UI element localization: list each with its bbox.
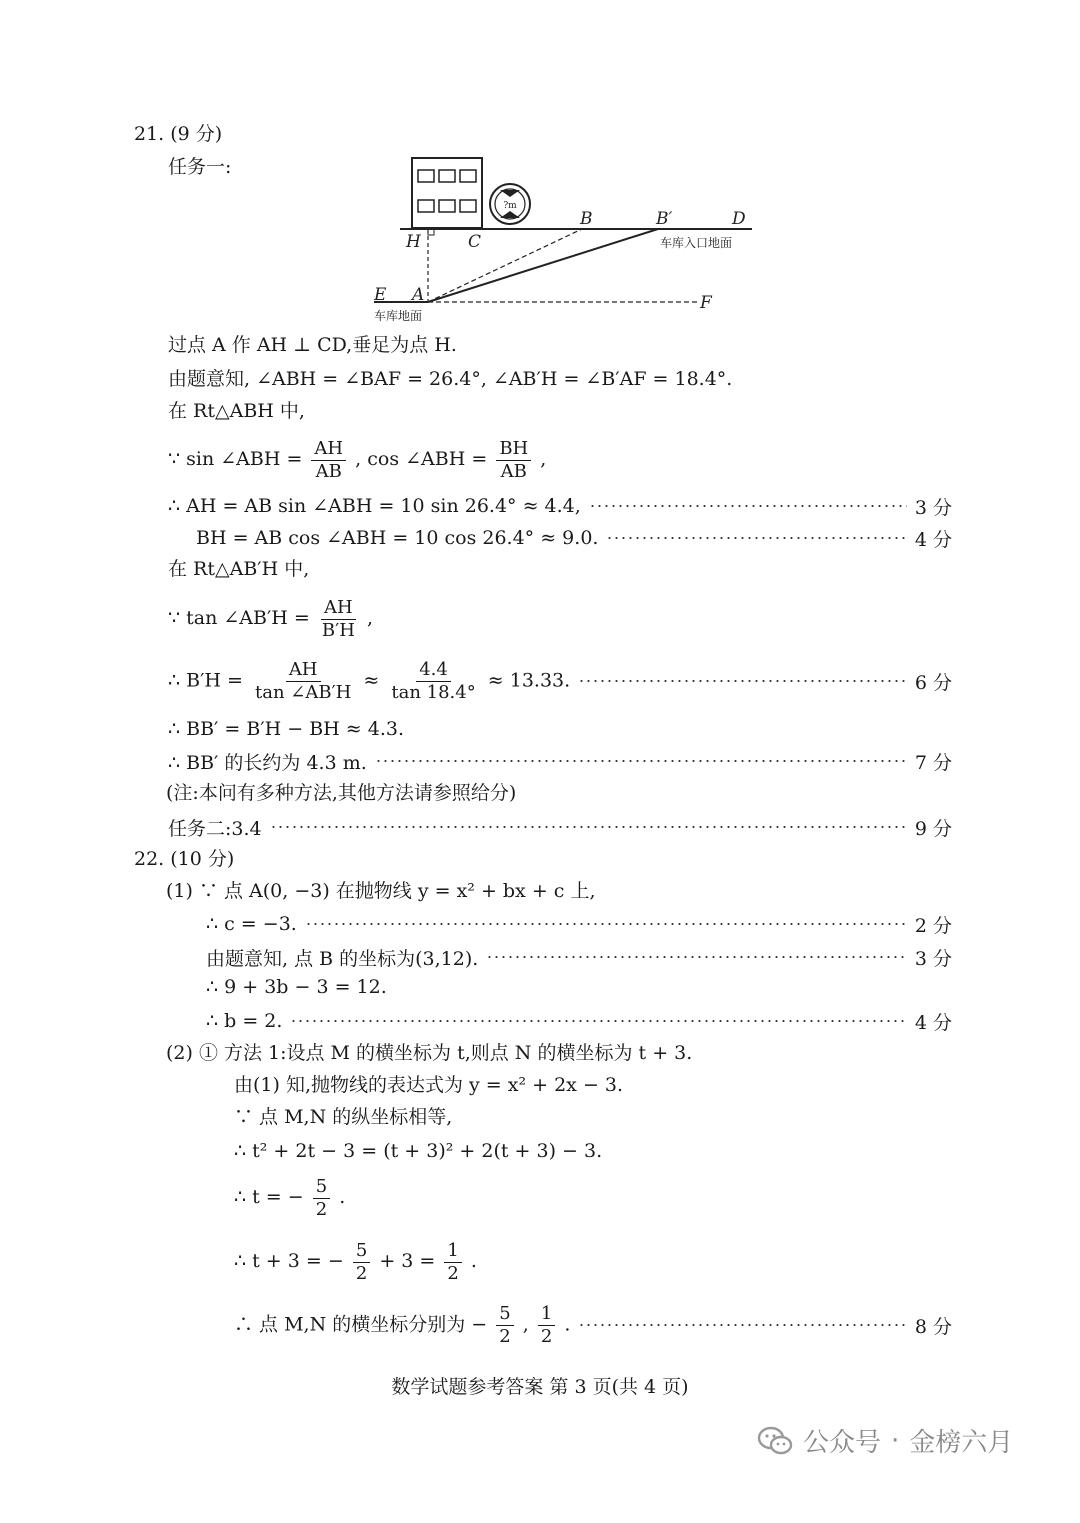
q21-line2: 由题意知, ∠ABH = ∠BAF = 26.4°, ∠AB′H = ∠B′AF = 18.4°. — [168, 368, 733, 390]
garage-diagram — [360, 150, 760, 330]
fraction-bh-ab: $\frac{BH}{AB}$ — [496, 438, 531, 483]
q21-line8: ∵ tan ∠AB′H = $\frac{AH}{B'H}$ , — [168, 596, 373, 641]
q22-line3: 由题意知, 点 B 的坐标为(3,12). 3 分 — [206, 940, 952, 974]
q21-line1: 过点 A 作 AH ⊥ CD,垂足为点 H. — [168, 334, 457, 356]
watermark-separator: · — [891, 1425, 900, 1456]
fraction-ah-ab: $\frac{AH}{AB}$ — [311, 438, 346, 483]
score: 3 分 — [914, 496, 952, 519]
q21-line4: ∵ sin ∠ABH = $\frac{AH}{AB}$ , cos ∠ABH = $\frac{BH}{AB}$ , — [168, 437, 547, 482]
q21-line6: BH = AB cos ∠ABH = 10 cos 26.4° ≈ 9.0. 4 分 — [196, 522, 952, 554]
q22-line2: ∴ c = −3. 2 分 — [206, 907, 952, 941]
watermark — [757, 1422, 1013, 1459]
q22-line7: 由(1) 知,抛物线的表达式为 y = x² + 2x − 3. — [234, 1074, 624, 1096]
watermark-account-type: 公众号 — [803, 1428, 882, 1458]
label-C: C — [468, 232, 482, 252]
score: 8 分 — [914, 1315, 952, 1338]
q21-line3: 在 Rt△ABH 中, — [168, 400, 305, 422]
score: 2 分 — [914, 914, 952, 937]
q21-line10: ∴ BB′ = B′H − BH ≈ 4.3. — [168, 718, 404, 740]
q22-line12: ∴ 点 M,N 的横坐标分别为 − $\frac{5}{2}$ , $\frac{1}{2}$ . 8 分 — [234, 1302, 952, 1347]
q22-line1: (1) ∵ 点 A(0, −3) 在抛物线 y = x² + bx + c 上, — [166, 880, 596, 902]
leader-dots — [375, 760, 907, 762]
leader-dots — [578, 680, 907, 682]
leader-dots — [270, 826, 907, 828]
score: 6 分 — [914, 671, 952, 694]
sign-text: ?m — [503, 201, 517, 211]
q22-header: 22. (10 分) — [134, 848, 235, 870]
q21-line11: ∴ BB′ 的长约为 4.3 m. 7 分 — [168, 744, 952, 778]
fraction-5-2: $\frac{5}{2}$ — [496, 1303, 513, 1348]
q21-line5: ∴ AH = AB sin ∠ABH = 10 sin 26.4° ≈ 4.4, 3 分 — [168, 490, 952, 522]
cos-prefix: , cos ∠ABH = — [355, 448, 488, 470]
q22-line11: ∴ t + 3 = − $\frac{5}{2}$ + 3 = $\frac{1}{2}$ . — [234, 1239, 477, 1284]
page-footer: 数学试题参考答案 第 3 页(共 4 页) — [391, 1376, 689, 1398]
wechat-icon — [757, 1426, 793, 1456]
q21-line7: 在 Rt△AB′H 中, — [168, 558, 310, 580]
label-garage-entrance: 车库入口地面 — [660, 236, 733, 250]
label-garage-floor: 车库地面 — [374, 309, 423, 323]
fraction-1-2: $\frac{1}{2}$ — [538, 1303, 555, 1348]
label-A: A — [412, 285, 425, 305]
q21-task2: 任务二:3.4 9 分 — [168, 810, 952, 844]
q21-note: (注:本问有多种方法,其他方法请参照给分) — [166, 782, 517, 804]
fraction-1-2: $\frac{1}{2}$ — [444, 1240, 461, 1285]
leader-dots — [606, 537, 906, 539]
fraction-ah-tan: $\frac{AH}{\tan \angle AB'H}$ — [254, 658, 352, 703]
leader-dots — [305, 923, 907, 925]
q21-header: 21. (9 分) — [134, 123, 223, 145]
label-D: D — [732, 209, 746, 229]
q22-line9: ∴ t² + 2t − 3 = (t + 3)² + 2(t + 3) − 3. — [234, 1140, 603, 1162]
score: 7 分 — [914, 751, 952, 774]
score: 4 分 — [914, 528, 952, 551]
q22-line10: ∴ t = − $\frac{5}{2}$ . — [234, 1175, 346, 1220]
leader-dots — [290, 1020, 906, 1022]
label-Bp: B′ — [656, 209, 673, 229]
sin-prefix: ∵ sin ∠ABH = — [168, 448, 303, 470]
score: 9 分 — [914, 817, 952, 840]
q22-line5: ∴ b = 2. 4 分 — [206, 1004, 952, 1038]
leader-dots — [589, 505, 907, 507]
leader-dots — [486, 956, 907, 958]
label-F: F — [700, 293, 712, 313]
score: 4 分 — [914, 1011, 952, 1034]
q21-line9: ∴ B′H = $\frac{AH}{\tan \angle AB'H}$ ≈ $\frac{4.4}{\tan 18.4^\circ}$ ≈ 13.33. 6 分 — [168, 658, 952, 703]
score: 3 分 — [914, 947, 952, 970]
fraction-ah-bph: $\frac{AH}{B'H}$ — [321, 596, 355, 641]
q22-line6: (2) ① 方法 1:设点 M 的横坐标为 t,则点 N 的横坐标为 t + 3. — [166, 1042, 693, 1064]
q22-line8: ∵ 点 M,N 的纵坐标相等, — [234, 1106, 453, 1128]
fraction-5-2: $\frac{5}{2}$ — [313, 1176, 330, 1221]
fraction-44-tan: $\frac{4.4}{\tan 18.4^\circ}$ — [391, 658, 476, 703]
q21-task1-label: 任务一: — [168, 156, 232, 178]
label-E: E — [374, 285, 387, 305]
q22-line4: ∴ 9 + 3b − 3 = 12. — [206, 976, 387, 998]
watermark-account-name: 金榜六月 — [909, 1428, 1014, 1458]
label-B: B — [580, 209, 593, 229]
label-H: H — [406, 232, 421, 252]
building — [412, 158, 482, 228]
leader-dots — [578, 1324, 906, 1326]
fraction-5-2: $\frac{5}{2}$ — [353, 1240, 370, 1285]
